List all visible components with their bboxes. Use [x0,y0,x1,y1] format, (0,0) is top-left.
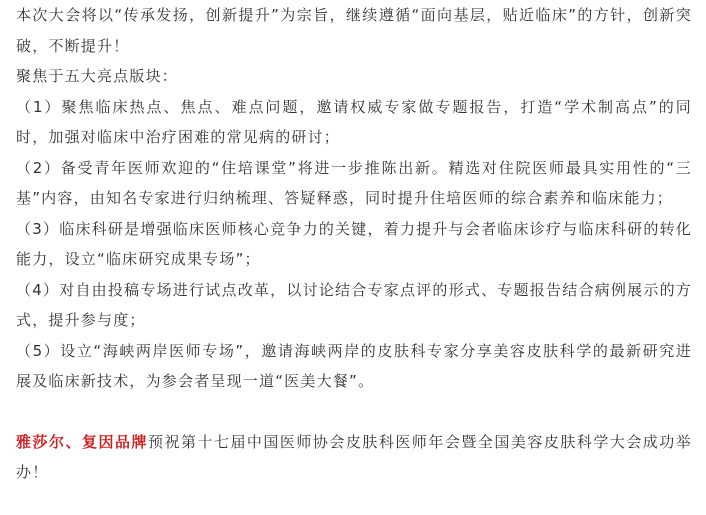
highlight-point-2: （2）备受青年医师欢迎的“住培课堂”将进一步推陈出新。精选对住院医师最具实用性的“三基”内容，由知名专家进行归纳梳理、答疑释惑，同时提升住培医师的综合素养和临床能力； [16,158,692,207]
intro-paragraph: 本次大会将以“传承发扬，创新提升”为宗旨，继续遵循“面向基层，贴近临床”的方针，创新突破，不断提升！ [16,6,692,55]
highlight-point-3: （3）临床科研是增强临床医师核心竞争力的关键，着力提升与会者临床诊疗与临床科研的转化能力，设立“临床研究成果专场”； [16,219,692,268]
highlight-point-4: （4）对自由投稿专场进行试点改革，以讨论结合专家点评的形式、专题报告结合病例展示的方式，提升参与度； [16,280,692,329]
focus-heading: 聚焦于五大亮点版块： [16,67,179,85]
article-body [16,0,692,488]
highlight-point-1: （1）聚焦临床热点、焦点、难点问题，邀请权威专家做专题报告，打造“学术制高点”的同时，加强对临床中治疗困难的常见病的研讨； [16,97,692,146]
highlight-point-5: （5）设立“海峡两岸医师专场”，邀请海峡两岸的皮肤科专家分享美容皮肤科学的最新研究进展及临床新技术，为参会者呈现一道“医美大餐”。 [16,341,692,390]
brand-name: 雅莎尔、复因品牌 [16,432,148,451]
paragraph-spacer [16,397,692,427]
closing-paragraph [16,427,692,488]
closing-text: 预祝第十七届中国医师协会皮肤科医师年会暨全国美容皮肤科学大会成功举办！ [16,432,692,481]
